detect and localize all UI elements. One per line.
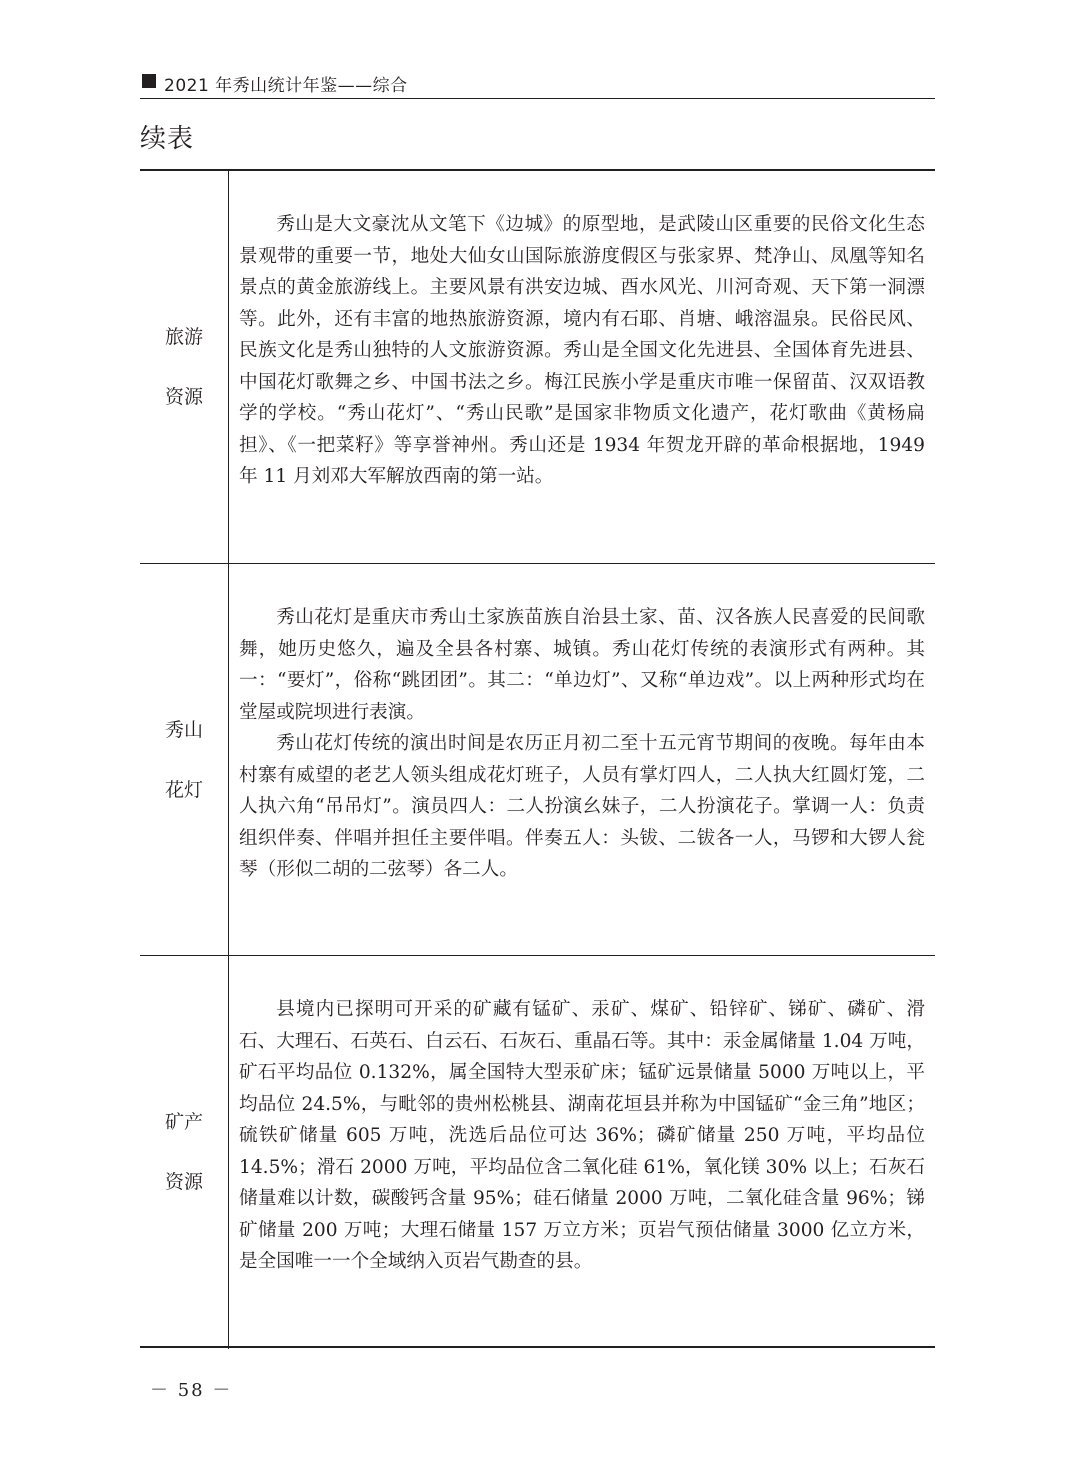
running-head-title: 2021 年秀山统计年鉴——综合: [164, 76, 408, 96]
row-label-line: 秀山: [164, 719, 203, 741]
row-content-minerals: [239, 994, 925, 1278]
paragraph: 秀山花灯是重庆市秀山土家族苗族自治县土家、苗、汉各族人民喜爱的民间歌舞，她历史悠久，遍及全县各村寨、城镇。秀山花灯传统的表演形式有两种。其一：“要灯”，俗称“跳团团”。其二：“单边灯”、又称“单边戏”。以上两种形式均在堂屋或院坝进行表演。: [239, 607, 925, 723]
row-content-lantern: [239, 602, 925, 886]
header-square-icon: [142, 74, 156, 88]
content-table: [140, 169, 935, 1348]
row-label-line: 资源: [164, 386, 203, 408]
row-content-tourism: [239, 209, 925, 493]
column-divider: [228, 564, 229, 956]
row-label-line: 矿产: [164, 1111, 203, 1133]
row-label-minerals: [140, 1092, 228, 1212]
page-number: － 58 －: [150, 1380, 233, 1401]
table-row-minerals: [140, 955, 935, 1349]
table-row-lantern: [140, 563, 935, 956]
table-row-tourism: [140, 171, 935, 563]
paragraph: 秀山是大文豪沈从文笔下《边城》的原型地，是武陵山区重要的民俗文化生态景观带的重要一节，地处大仙女山国际旅游度假区与张家界、梵净山、凤凰等知名景点的黄金旅游线上。主要风景有洪安边城、酉水风光、川河奇观、天下第一洞漂等。此外，还有丰富的地热旅游资源，境内有石耶、肖塘、峨溶温泉。民俗民风、民族文化是秀山独特的人文旅游资源。秀山是全国文化先进县、全国体育先进县、中国花灯歌舞之乡、中国书法之乡。梅江民族小学是重庆市唯一保留苗、汉双语教学的学校。“秀山花灯”、“秀山民歌”是国家非物质文化遗产，花灯歌曲《黄杨扁担》、《一把菜籽》等享誉神州。秀山还是 1934 年贺龙开辟的革命根据地，1949 年 11 月刘邓大军解放西南的第一站。: [239, 214, 925, 487]
running-head: [140, 66, 935, 99]
column-divider: [228, 956, 229, 1349]
continued-table-label: 续表: [140, 124, 195, 154]
row-label-line: 资源: [164, 1171, 203, 1193]
column-divider: [228, 171, 229, 563]
paragraph: 县境内已探明可开采的矿藏有锰矿、汞矿、煤矿、铅锌矿、锑矿、磷矿、滑石、大理石、石英石、白云石、石灰石、重晶石等。其中：汞金属储量 1.04 万吨，矿石平均品位 0.132%，属全国特大型汞矿床；锰矿远景储量 5000 万吨以上，平均品位 24.5%，与毗邻的贵州松桃县、湖南花垣县并称为中国锰矿“金三角”地区；硫铁矿储量 605 万吨，洗选后品位可达 36%；磷矿储量 250 万吨，平均品位 14.5%；滑石 2000 万吨，平均品位含二氧化硅 61%，氧化镁 30% 以上；石灰石储量难以计数，碳酸钙含量 95%；硅石储量 2000 万吨，二氧化硅含量 96%；锑矿储量 200 万吨；大理石储量 157 万立方米；页岩气预估储量 3000 亿立方米，是全国唯一一个全域纳入页岩气勘查的县。: [239, 999, 925, 1272]
row-label-tourism: [140, 307, 228, 427]
row-label-lantern: [140, 700, 228, 820]
row-label-line: 旅游: [164, 326, 203, 348]
row-label-line: 花灯: [164, 779, 203, 801]
paragraph: 秀山花灯传统的演出时间是农历正月初二至十五元宵节期间的夜晚。每年由本村寨有威望的老艺人领头组成花灯班子，人员有掌灯四人，二人执大红圆灯笼，二人执六角“吊吊灯”。演员四人：二人扮演幺妹子，二人扮演花子。掌调一人：负责组织伴奏、伴唱并担任主要伴唱。伴奏五人：头钹、二钹各一人，马锣和大锣人瓮琴（形似二胡的二弦琴）各二人。: [239, 733, 925, 880]
